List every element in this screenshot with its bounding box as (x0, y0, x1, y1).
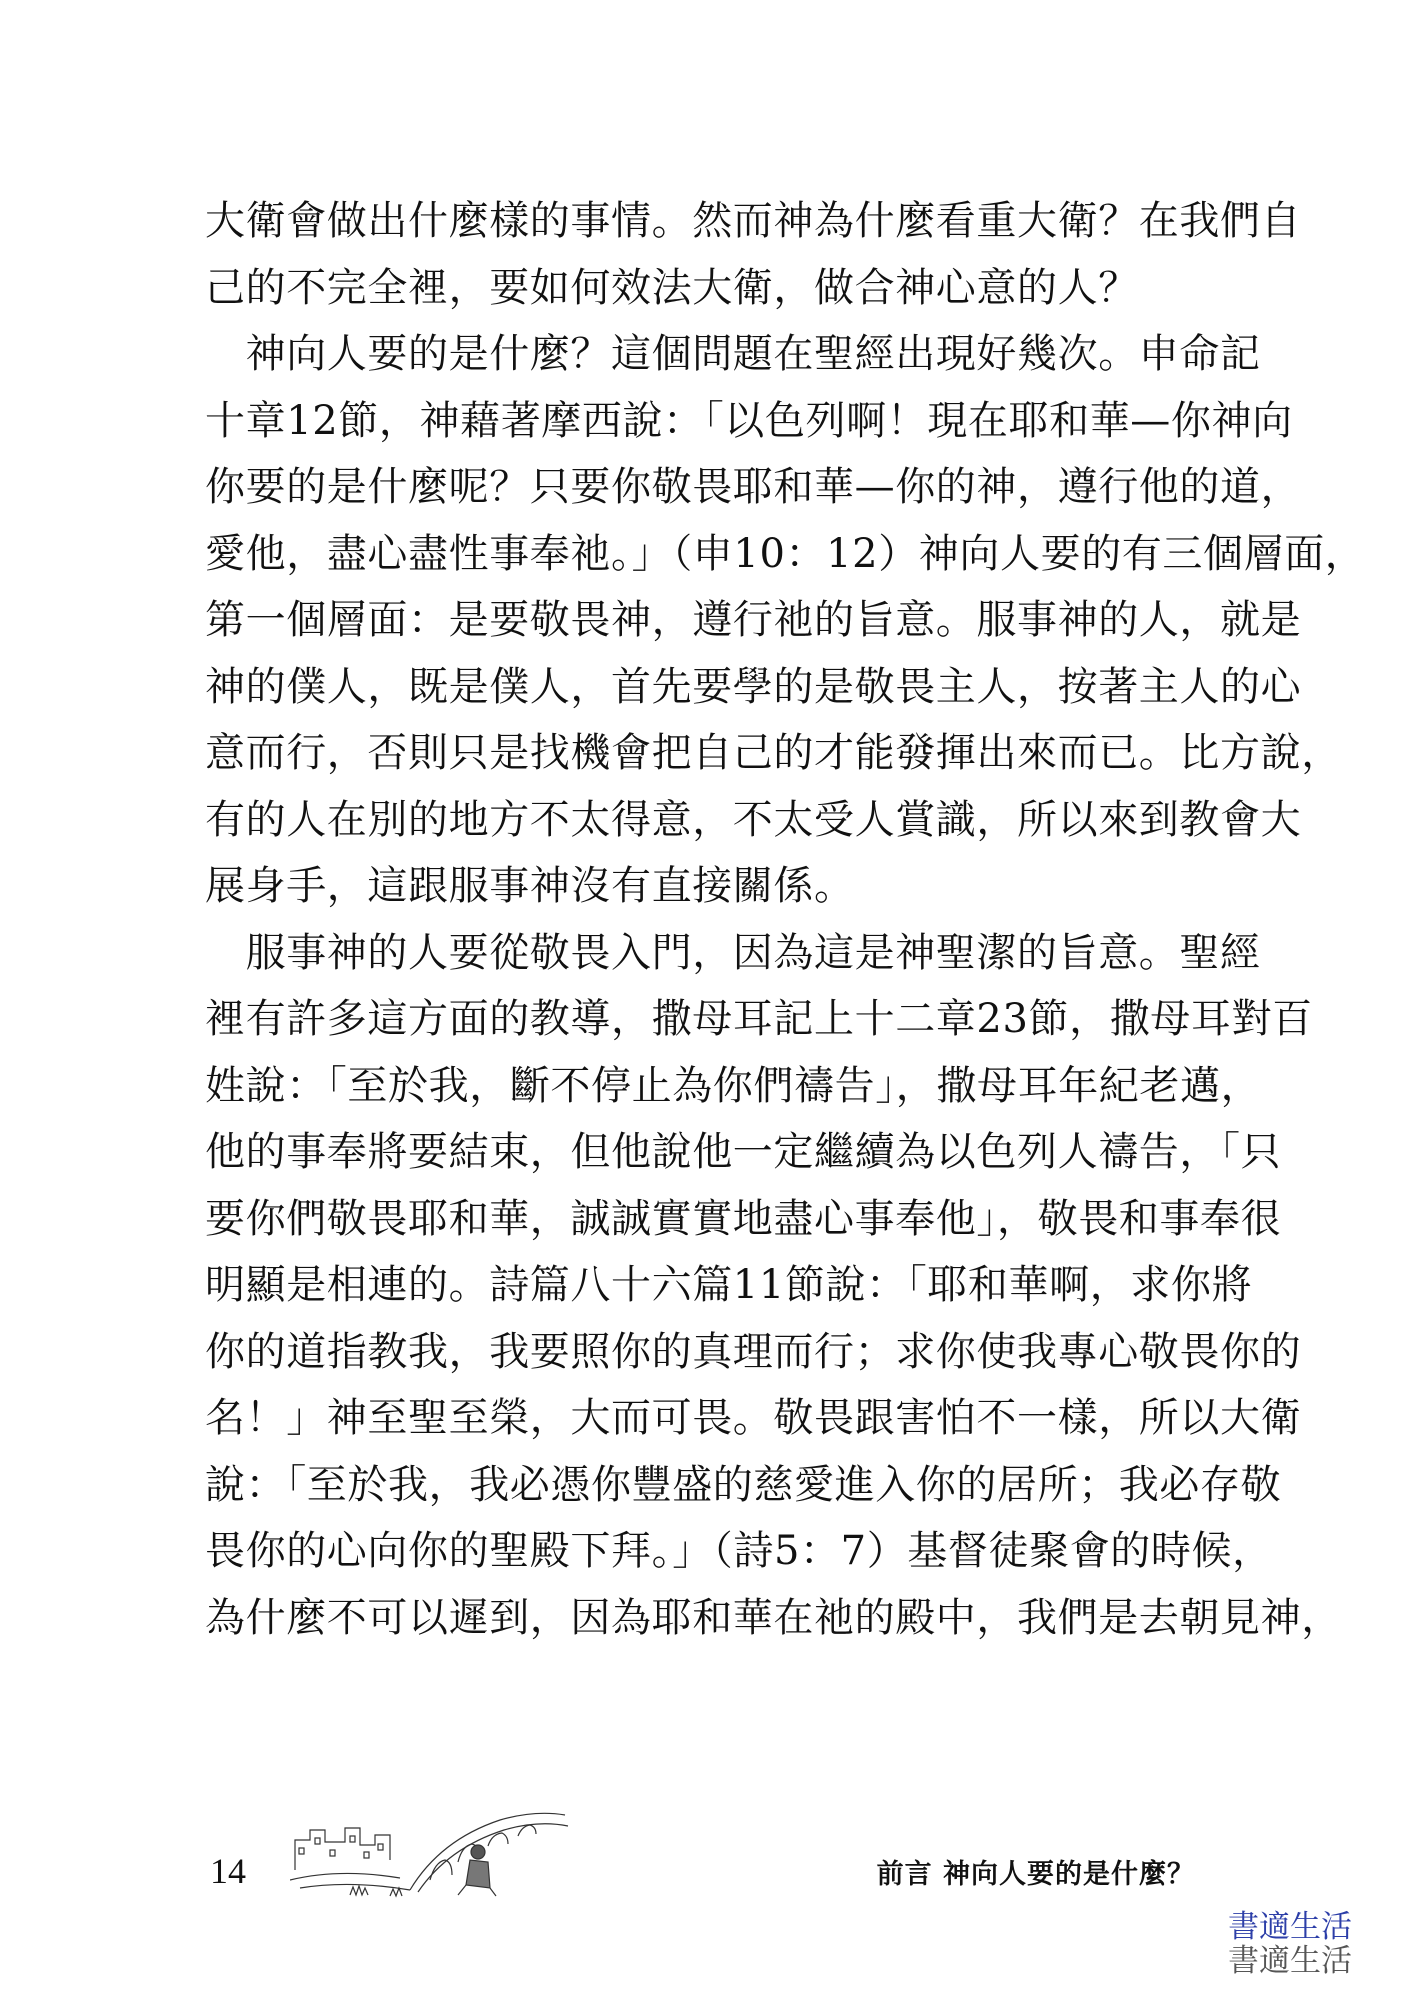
text-line-22: 為什麼不可以遲到，因為耶和華在祂的殿中，我們是去朝見神， (205, 1594, 1342, 1641)
page-number: 14 (210, 1851, 246, 1891)
text-line-9: 意而行，否則只是找機會把自己的才能發揮出來而已。比方說， (205, 730, 1342, 776)
text-line-10: 有的人在別的地方不太得意，不太受人賞識，所以來到教會大 (205, 796, 1302, 843)
text-line-5: 你要的是什麼呢？只要你敬畏耶和華—你的神，遵行他的道， (205, 464, 1302, 510)
body-text (205, 188, 1366, 1651)
text-line-7: 第一個層面：是要敬畏神，遵行祂的旨意。服事神的人，就是 (205, 597, 1302, 643)
text-line-1: 大衛會做出什麼樣的事情。然而神為什麼看重大衛？在我們自 (205, 198, 1302, 244)
text-line-17: 明顯是相連的。詩篇八十六篇11節說：「耶和華啊，求你將 (205, 1262, 1253, 1308)
text-line-14: 姓說：「至於我，斷不停止為你們禱告」，撒母耳年紀老邁， (205, 1062, 1262, 1109)
text-line-4: 十章12節，神藉著摩西說：「以色列啊！現在耶和華—你神向 (205, 397, 1293, 444)
text-line-3: 神向人要的是什麼？這個問題在聖經出現好幾次。申命記 (205, 331, 1261, 377)
footer-illustration-icon (290, 1800, 590, 1900)
text-line-16: 要你們敬畏耶和華，誠誠實實地盡心事奉他」，敬畏和事奉很 (205, 1195, 1282, 1242)
running-title: 前言 神向人要的是什麼？ (876, 1859, 1195, 1890)
text-line-15: 他的事奉將要結束，但他說他一定繼續為以色列人禱告，「只 (205, 1129, 1282, 1175)
watermark-line-2: 書適生活 (1228, 1943, 1352, 1979)
text-line-21: 畏你的心向你的聖殿下拜。」（詩5：7）基督徒聚會的時候， (205, 1528, 1273, 1574)
watermark (1228, 1910, 1352, 1978)
text-line-18: 你的道指教我，我要照你的真理而行；求你使我專心敬畏你的 (205, 1328, 1302, 1375)
watermark-line-1: 書適生活 (1228, 1909, 1352, 1945)
text-line-8: 神的僕人，既是僕人，首先要學的是敬畏主人，按著主人的心 (205, 663, 1302, 710)
text-line-2: 己的不完全裡，要如何效法大衛，做合神心意的人？ (205, 264, 1139, 311)
text-line-11: 展身手，這跟服事神沒有直接關係。 (205, 863, 855, 909)
text-line-13: 裡有許多這方面的教導，撒母耳記上十二章23節，撒母耳對百 (205, 996, 1313, 1042)
text-line-20: 說：「至於我，我必憑你豐盛的慈愛進入你的居所；我必存敬 (205, 1461, 1282, 1508)
text-line-19: 名！」神至聖至榮，大而可畏。敬畏跟害怕不一樣，所以大衛 (205, 1395, 1302, 1441)
text-line-6: 愛他，盡心盡性事奉祂。」（申10：12）神向人要的有三個層面， (205, 530, 1366, 577)
text-line-12: 服事神的人要從敬畏入門，因為這是神聖潔的旨意。聖經 (205, 929, 1261, 976)
